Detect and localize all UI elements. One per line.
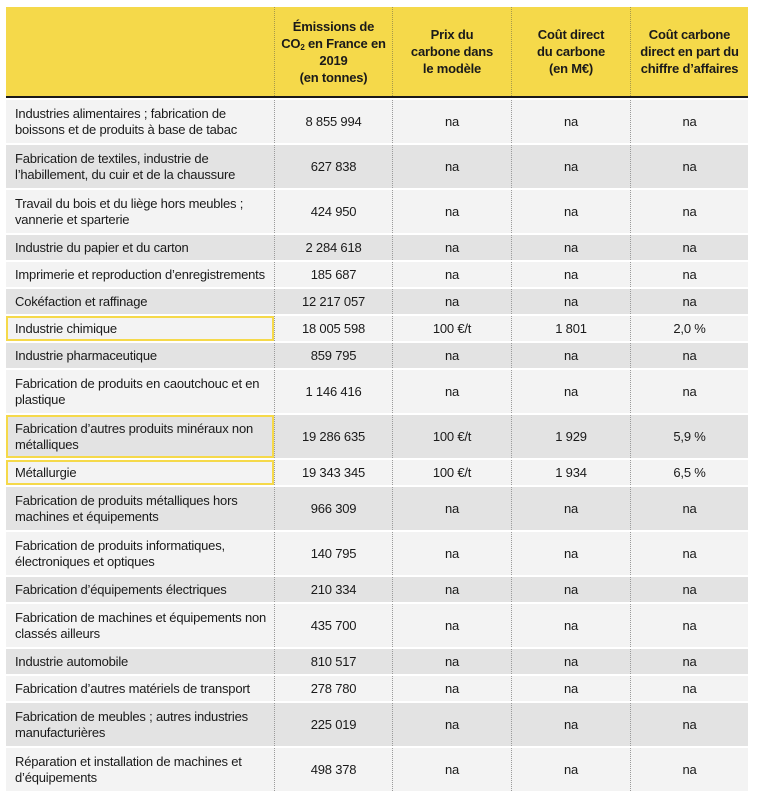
cell-sector: Industrie chimique — [6, 316, 274, 341]
table-body — [6, 100, 748, 791]
cell-share-of-revenue: na — [630, 748, 748, 791]
cell-sector: Réparation et installation de machines et d’équipements — [15, 753, 242, 785]
cell-carbon-price: na — [392, 262, 511, 287]
cell-emissions: 627 838 — [274, 145, 392, 188]
table-row — [6, 532, 748, 575]
cell-share-of-revenue: na — [630, 235, 748, 260]
header-emissions-line2: en France en — [304, 35, 386, 51]
cell-sector: Cokéfaction et raffinage — [15, 293, 148, 309]
table-row — [6, 343, 748, 368]
cell-share-of-revenue: na — [630, 100, 748, 143]
cell-share-of-revenue: na — [630, 604, 748, 647]
cell-share-of-revenue: na — [630, 676, 748, 701]
cell-emissions: 18 005 598 — [274, 316, 392, 341]
cell-emissions: 966 309 — [274, 487, 392, 530]
table-row — [6, 145, 748, 188]
table-row — [6, 676, 748, 701]
cell-share-of-revenue: 5,9 % — [630, 415, 748, 458]
cell-emissions: 2 284 618 — [274, 235, 392, 260]
cell-emissions: 225 019 — [274, 703, 392, 746]
cell-sector: Fabrication de textiles, industrie de l’habillement, du cuir et de la chaussure — [15, 150, 236, 182]
header-emissions — [274, 7, 392, 96]
cell-share-of-revenue: na — [630, 370, 748, 413]
table-row — [6, 487, 748, 530]
cell-carbon-price: na — [392, 370, 511, 413]
cell-direct-cost: na — [511, 235, 630, 260]
cell-direct-cost: na — [511, 100, 630, 143]
cell-emissions: 810 517 — [274, 649, 392, 674]
cell-direct-cost: na — [511, 487, 630, 530]
table-row — [6, 289, 748, 314]
cell-share-of-revenue: na — [630, 262, 748, 287]
cell-share-of-revenue: 6,5 % — [630, 460, 748, 485]
cell-share-of-revenue: na — [630, 343, 748, 368]
cell-share-of-revenue: 2,0 % — [630, 316, 748, 341]
cell-emissions: 19 343 345 — [274, 460, 392, 485]
cell-emissions: 140 795 — [274, 532, 392, 575]
cell-carbon-price: na — [392, 190, 511, 233]
cell-sector: Fabrication de produits en caoutchouc et en plastique — [15, 375, 260, 407]
cell-sector: Industrie automobile — [15, 653, 129, 669]
cell-carbon-price: na — [392, 703, 511, 746]
cell-sector: Industrie du papier et du carton — [15, 239, 189, 255]
table-row — [6, 370, 748, 413]
cell-direct-cost: na — [511, 703, 630, 746]
cell-emissions: 210 334 — [274, 577, 392, 602]
cell-emissions: 435 700 — [274, 604, 392, 647]
cell-emissions: 8 855 994 — [274, 100, 392, 143]
cell-direct-cost: na — [511, 676, 630, 701]
cell-direct-cost: na — [511, 190, 630, 233]
cell-carbon-price: na — [392, 100, 511, 143]
cell-carbon-price: na — [392, 487, 511, 530]
header-sector — [6, 7, 274, 96]
cell-direct-cost: na — [511, 145, 630, 188]
cell-sector: Travail du bois et du liège hors meubles ; vannerie et sparterie — [15, 195, 244, 227]
cell-share-of-revenue: na — [630, 190, 748, 233]
table-row — [6, 748, 748, 791]
cell-sector: Fabrication de produits informatiques, électroniques et optiques — [15, 537, 225, 569]
table-row — [6, 649, 748, 674]
cell-carbon-price: na — [392, 289, 511, 314]
carbon-cost-table — [6, 7, 748, 791]
table-row — [6, 415, 748, 458]
cell-sector: Fabrication d’autres matériels de transport — [15, 680, 250, 696]
cell-emissions: 859 795 — [274, 343, 392, 368]
header-emissions-co: CO — [281, 35, 301, 51]
table-row — [6, 262, 748, 287]
cell-carbon-price: na — [392, 145, 511, 188]
table-row — [6, 460, 748, 485]
cell-share-of-revenue: na — [630, 703, 748, 746]
header-emissions-sub: 2 — [300, 42, 305, 52]
cell-sector: Fabrication d’équipements électriques — [15, 581, 227, 597]
cell-direct-cost: na — [511, 604, 630, 647]
cell-share-of-revenue: na — [630, 145, 748, 188]
cell-carbon-price: na — [392, 676, 511, 701]
cell-direct-cost: 1 929 — [511, 415, 630, 458]
cell-direct-cost: na — [511, 370, 630, 413]
header-emissions-line1: Émissions de — [292, 18, 375, 34]
cell-sector: Fabrication d’autres produits minéraux non métalliques — [6, 415, 274, 458]
cell-emissions: 12 217 057 — [274, 289, 392, 314]
cell-carbon-price: na — [392, 532, 511, 575]
table-row — [6, 190, 748, 233]
cell-share-of-revenue: na — [630, 649, 748, 674]
cell-emissions: 424 950 — [274, 190, 392, 233]
cell-sector: Fabrication de machines et équipements non classés ailleurs — [15, 609, 267, 641]
cell-emissions: 498 378 — [274, 748, 392, 791]
cell-sector: Industrie pharmaceutique — [15, 347, 157, 363]
cell-carbon-price: 100 €/t — [392, 460, 511, 485]
cell-direct-cost: na — [511, 532, 630, 575]
cell-share-of-revenue: na — [630, 532, 748, 575]
table-row — [6, 703, 748, 746]
cell-direct-cost: 1 934 — [511, 460, 630, 485]
header-direct-cost: Coût direct du carbone (en M€) — [511, 7, 630, 96]
cell-carbon-price: na — [392, 649, 511, 674]
cell-direct-cost: na — [511, 289, 630, 314]
table-row — [6, 316, 748, 341]
cell-share-of-revenue: na — [630, 487, 748, 530]
cell-carbon-price: na — [392, 577, 511, 602]
cell-sector: Métallurgie — [6, 460, 274, 485]
cell-emissions: 1 146 416 — [274, 370, 392, 413]
cell-carbon-price: na — [392, 235, 511, 260]
header-emissions-line4: (en tonnes) — [299, 69, 368, 85]
header-emissions-line3: 2019 — [319, 52, 348, 68]
cell-direct-cost: na — [511, 748, 630, 791]
cell-sector: Fabrication de meubles ; autres industries manufacturières — [15, 708, 248, 740]
cell-sector: Industries alimentaires ; fabrication de boissons et de produits à base de tabac — [15, 105, 238, 137]
cell-emissions: 19 286 635 — [274, 415, 392, 458]
cell-direct-cost: na — [511, 343, 630, 368]
table-row — [6, 577, 748, 602]
cell-carbon-price: 100 €/t — [392, 415, 511, 458]
cell-direct-cost: na — [511, 262, 630, 287]
cell-carbon-price: na — [392, 748, 511, 791]
header-price: Prix du carbone dans le modèle — [392, 7, 511, 96]
cell-emissions: 185 687 — [274, 262, 392, 287]
cell-sector: Imprimerie et reproduction d’enregistrements — [15, 266, 265, 282]
cell-share-of-revenue: na — [630, 577, 748, 602]
cell-carbon-price: 100 €/t — [392, 316, 511, 341]
cell-direct-cost: na — [511, 649, 630, 674]
table-row — [6, 604, 748, 647]
table-header — [6, 7, 748, 98]
cell-share-of-revenue: na — [630, 289, 748, 314]
table-row — [6, 235, 748, 260]
cell-sector: Fabrication de produits métalliques hors machines et équipements — [15, 492, 238, 524]
cell-carbon-price: na — [392, 604, 511, 647]
cell-emissions: 278 780 — [274, 676, 392, 701]
cell-direct-cost: na — [511, 577, 630, 602]
cell-carbon-price: na — [392, 343, 511, 368]
header-share-of-revenue: Coût carbone direct en part du chiffre d’affaires — [630, 7, 748, 96]
cell-direct-cost: 1 801 — [511, 316, 630, 341]
table-row — [6, 100, 748, 143]
